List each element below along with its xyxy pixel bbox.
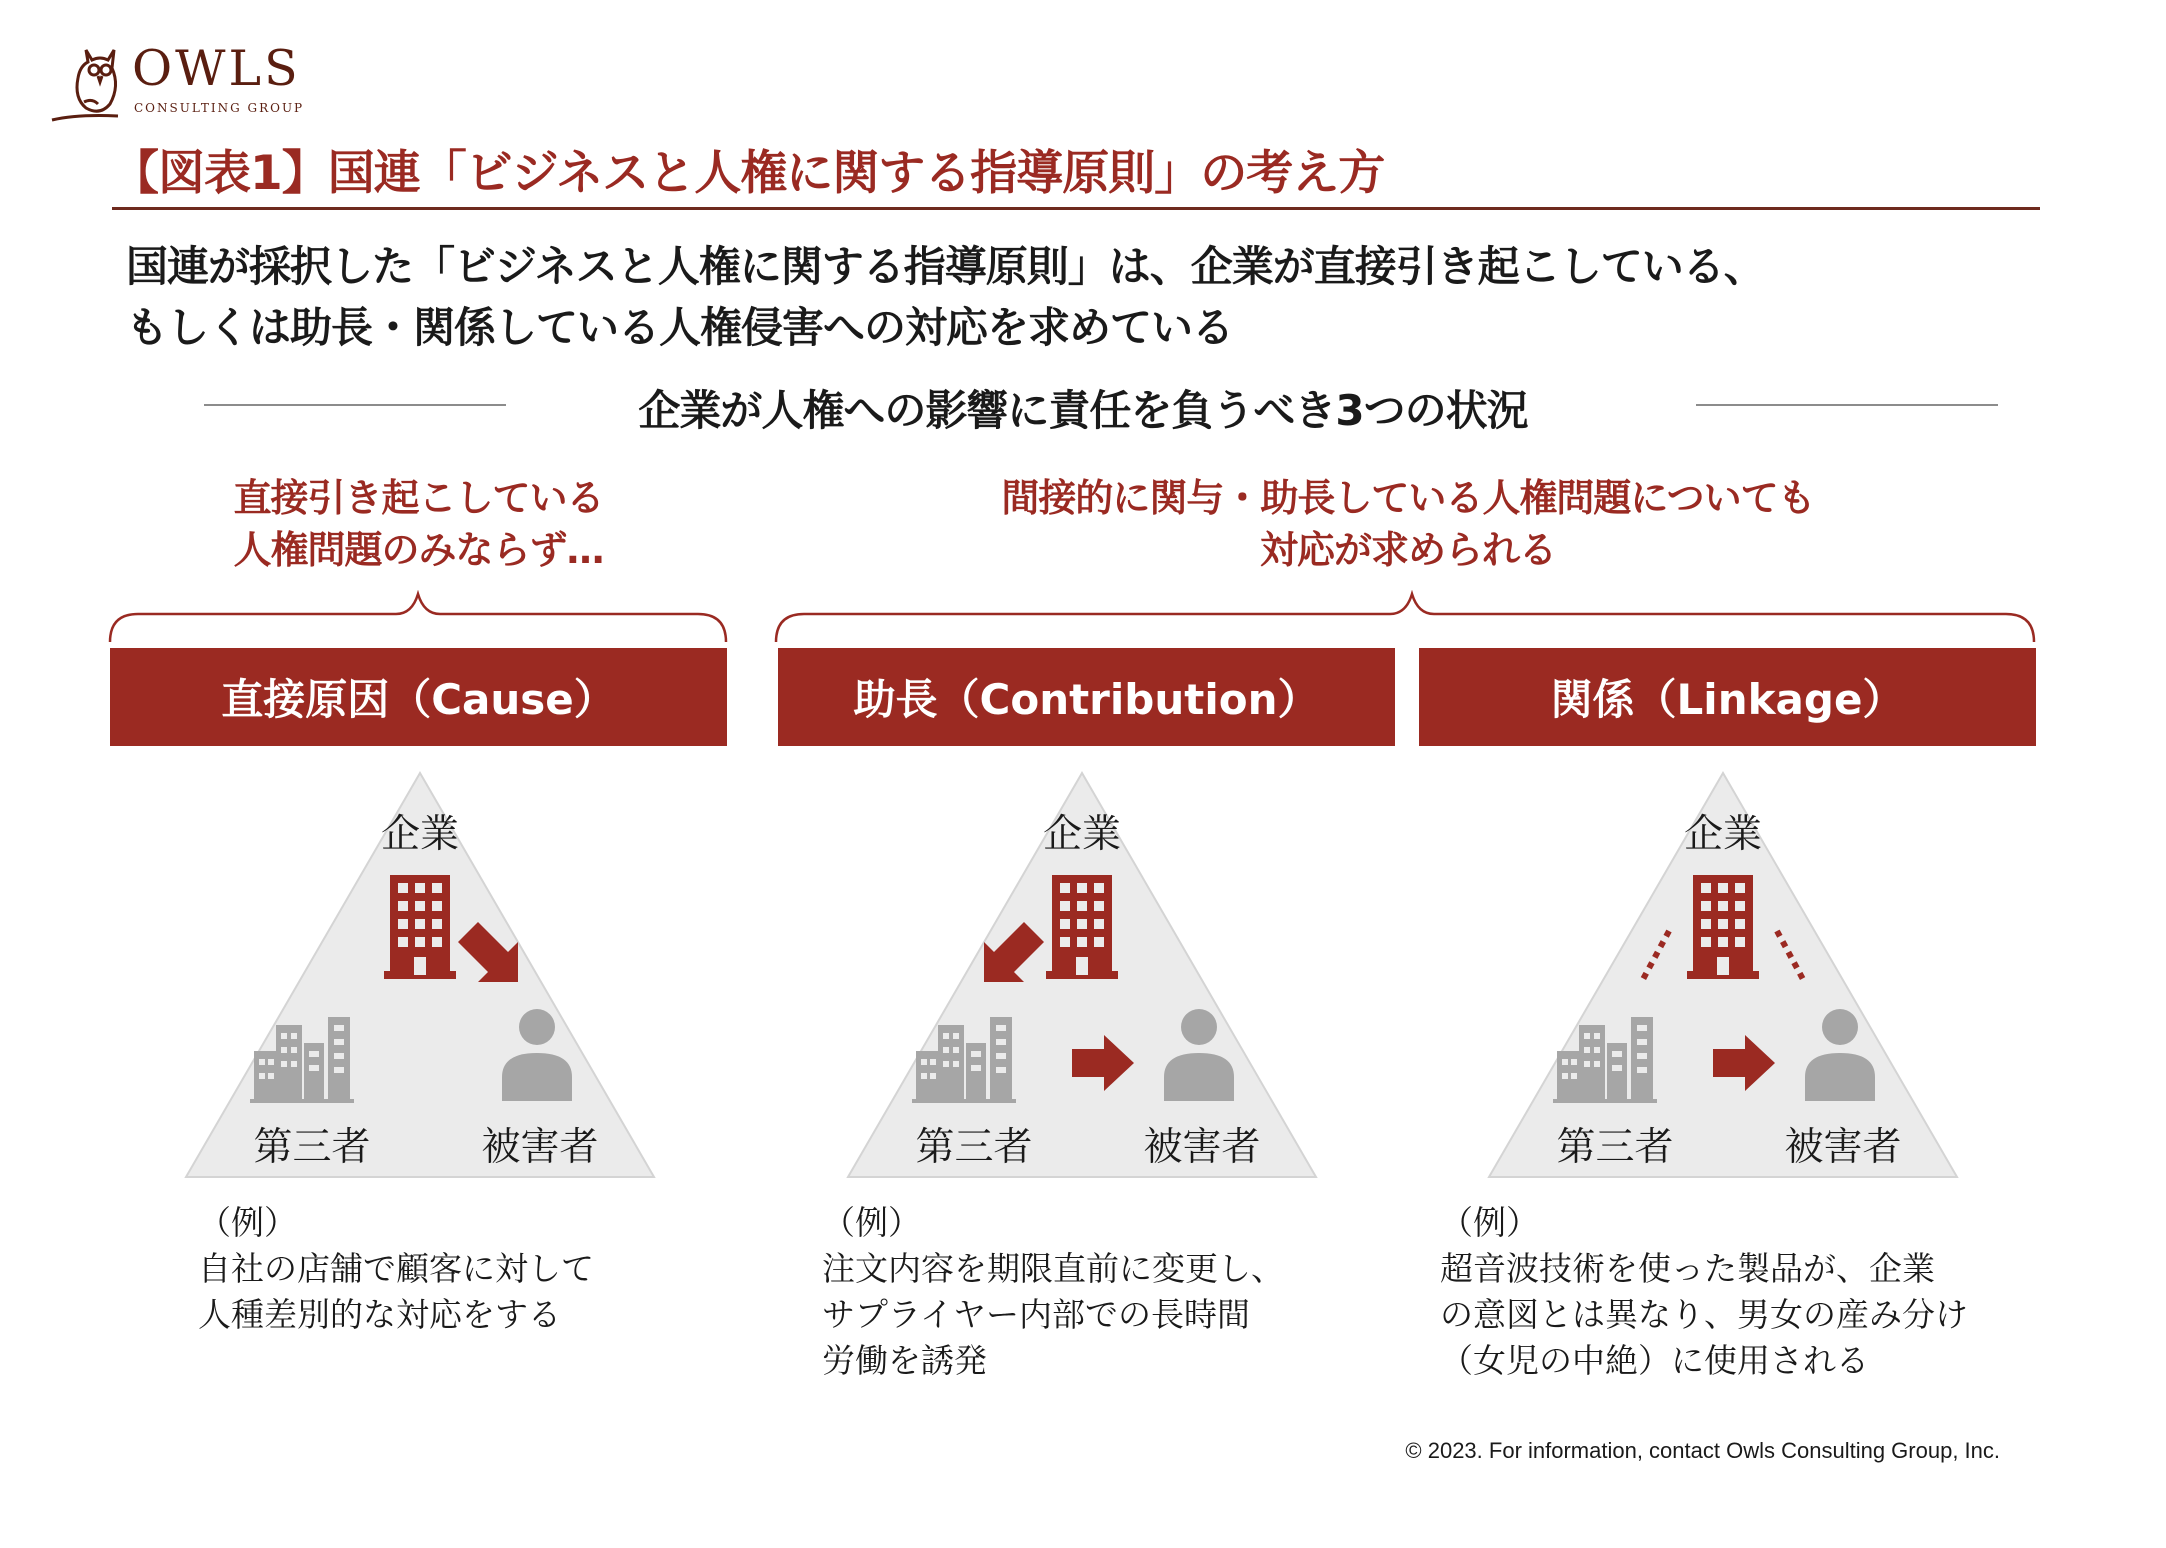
group-note-line: 対応が求められる: [1259, 528, 1556, 572]
example-line: 注文内容を期限直前に変更し、: [822, 1249, 1284, 1288]
brace-indirect: [766, 590, 2050, 646]
third-party-buildings-icon: [250, 1017, 354, 1103]
label-third-party: 第三者: [253, 1125, 371, 1170]
label-company: 企業: [380, 812, 460, 857]
example-line: 労働を誘発: [822, 1341, 987, 1380]
example-line: 人種差別的な対応をする: [198, 1295, 561, 1334]
diagram-contribution: [832, 755, 1332, 1195]
banner-linkage: 関係（Linkage）: [1419, 648, 2036, 746]
example-line: （女児の中絶）に使用される: [1440, 1341, 1869, 1380]
label-third-party: 第三者: [915, 1125, 1033, 1170]
lead-text: [126, 236, 1765, 358]
banner-contribution: 助長（Contribution）: [778, 648, 1395, 746]
lead-line-1: 国連が採択した「ビジネスと人権に関する指導原則」は、企業が直接引き起こしている、: [126, 242, 1765, 291]
group-note-line: 直接引き起こしている: [233, 476, 604, 520]
example-linkage: [1440, 1200, 1968, 1384]
copyright-notice: © 2023. For information, contact Owls Consulting Group, Inc.: [1405, 1438, 2000, 1463]
lead-line-2: もしくは助長・関係している人権侵害への対応を求めている: [126, 303, 1234, 352]
example-label: （例）: [198, 1203, 297, 1242]
label-victim: 被害者: [1784, 1125, 1902, 1170]
example-label: （例）: [1440, 1203, 1539, 1242]
example-label: （例）: [822, 1203, 921, 1242]
brace-direct: [100, 590, 740, 646]
third-party-buildings-icon: [1553, 1017, 1657, 1103]
third-party-buildings-icon: [912, 1017, 1016, 1103]
logo-name: OWLS: [132, 40, 301, 97]
group-note-line: 人権問題のみならず…: [233, 528, 604, 572]
company-building-icon: [384, 875, 456, 979]
page-title: 【図表1】国連「ビジネスと人権に関する指導原則」の考え方: [112, 146, 1385, 201]
example-line: の意図とは異なり、男女の産み分け: [1440, 1295, 1968, 1334]
company-building-icon: [1046, 875, 1118, 979]
label-victim: 被害者: [481, 1125, 599, 1170]
example-line: 超音波技術を使った製品が、企業: [1440, 1249, 1935, 1288]
logo-subtitle: CONSULTING GROUP: [134, 101, 305, 115]
example-line: 自社の店舗で顧客に対して: [198, 1249, 594, 1288]
label-company: 企業: [1683, 812, 1763, 857]
label-third-party: 第三者: [1556, 1125, 1674, 1170]
group-note-line: 間接的に関与・助長している人権問題についても: [1001, 476, 1815, 520]
company-building-icon: [1687, 875, 1759, 979]
banner-cause: 直接原因（Cause）: [110, 648, 727, 746]
example-contribution: [822, 1200, 1284, 1384]
label-company: 企業: [1042, 812, 1122, 857]
diagram-linkage: [1473, 755, 1973, 1195]
diagram-cause: [170, 755, 670, 1195]
title-divider: [112, 207, 2040, 210]
subheading: 企業が人権への影響に責任を負うべき3つの状況: [638, 386, 1528, 435]
example-cause: [198, 1200, 594, 1338]
label-victim: 被害者: [1143, 1125, 1261, 1170]
group-note-direct: [110, 472, 727, 576]
example-line: サプライヤー内部での長時間: [822, 1295, 1251, 1334]
group-note-indirect: [772, 472, 2044, 576]
